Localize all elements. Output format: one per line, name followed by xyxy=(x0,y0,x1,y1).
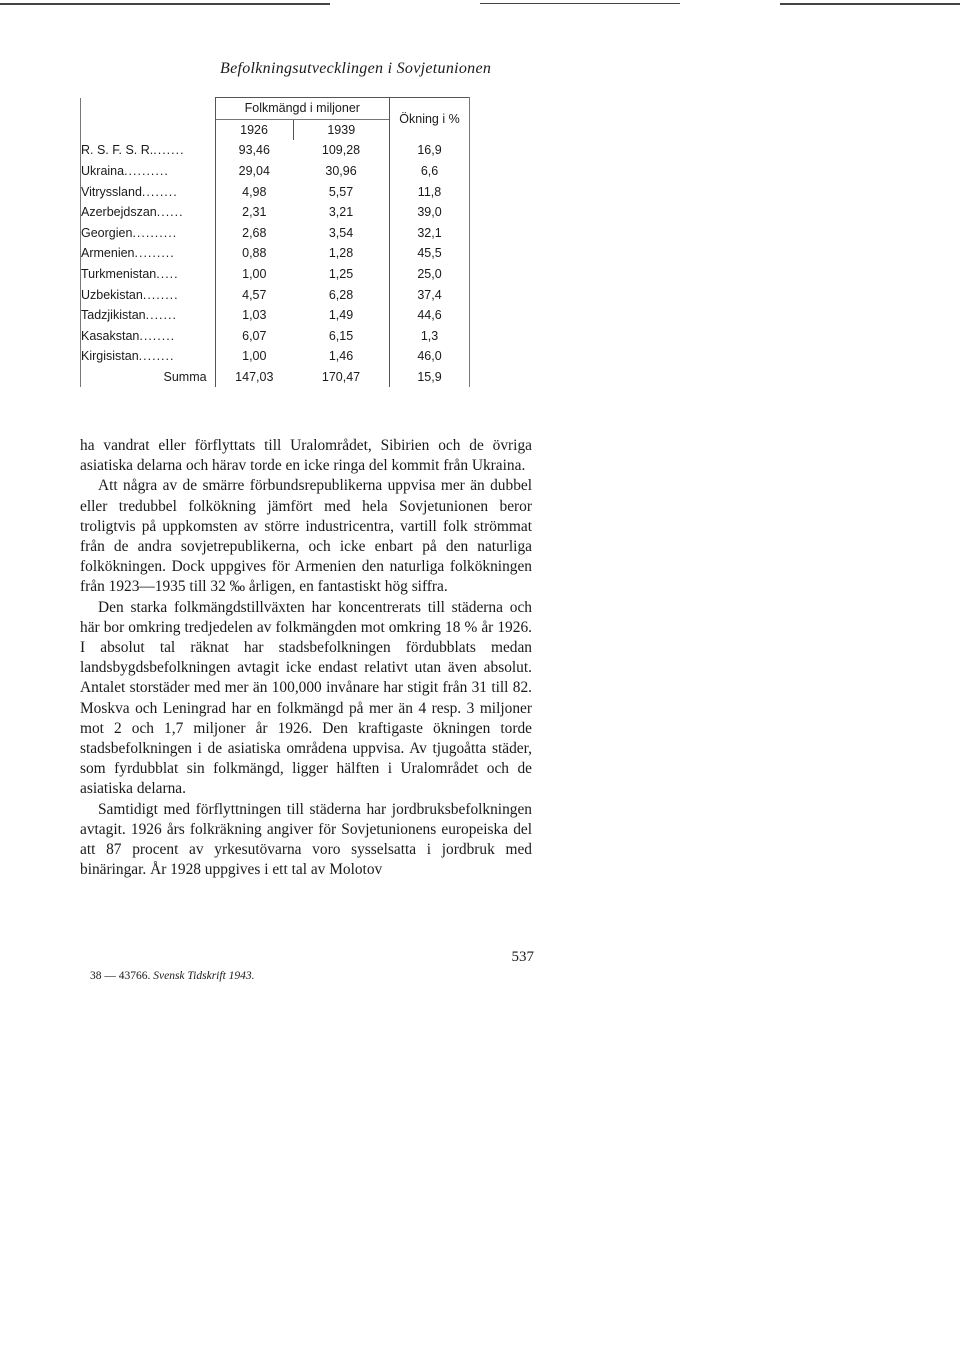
population-1939: 1,46 xyxy=(328,349,354,364)
population-1939: 3,54 xyxy=(328,225,354,240)
table-row: Georgien.......... 2,68 3,54 32,1 xyxy=(81,223,470,244)
population-table xyxy=(80,97,470,387)
change-percent: 44,6 xyxy=(390,305,470,326)
republic-name: R. S. F. S. R. xyxy=(81,143,154,158)
population-1926: 1,00 xyxy=(215,346,293,367)
table-row: Vitryssland........ 4,98 5,57 11,8 xyxy=(81,181,470,202)
republic-name: Tadzjikistan xyxy=(81,308,146,323)
change-header: Ökning i % xyxy=(390,98,470,141)
paragraph: ha vandrat eller förflyttats till Uralområdet, Sibirien och de övriga asiatiska delarna och härav torde en icke ringa del kommit från Ukraina. xyxy=(80,437,532,475)
republic-name: Kirgisistan xyxy=(81,349,139,364)
population-1939: 6,28 xyxy=(328,287,354,302)
change-percent: 46,0 xyxy=(390,346,470,367)
change-percent: 6,6 xyxy=(390,161,470,182)
population-1939: 109,28 xyxy=(321,143,361,158)
population-1926: 4,98 xyxy=(215,181,293,202)
population-1939: 5,57 xyxy=(328,184,354,199)
table-row: Ukraina.......... 29,04 30,96 6,6 xyxy=(81,161,470,182)
population-1926: 1,00 xyxy=(215,264,293,285)
summary-1926: 147,03 xyxy=(215,367,293,388)
table-row: Tadzjikistan....... 1,03 1,49 44,6 xyxy=(81,305,470,326)
republic-name: Azerbejdszan xyxy=(81,205,157,220)
republic-name: Ukraina xyxy=(81,164,125,179)
change-percent: 1,3 xyxy=(390,326,470,347)
year-header-1926: 1926 xyxy=(215,119,293,140)
change-percent: 25,0 xyxy=(390,264,470,285)
change-percent: 32,1 xyxy=(390,223,470,244)
republic-name: Georgien xyxy=(81,225,133,240)
table-row: Armenien......... 0,88 1,28 45,5 xyxy=(81,243,470,264)
change-percent: 16,9 xyxy=(390,140,470,161)
republic-name: Vitryssland xyxy=(81,184,142,199)
population-1926: 2,31 xyxy=(215,202,293,223)
page-number: 537 xyxy=(511,949,534,965)
table-row: Azerbejdszan...... 2,31 3,21 39,0 xyxy=(81,202,470,223)
scan-edge-line xyxy=(480,3,680,4)
table-header-blank xyxy=(81,98,216,120)
population-1926: 0,88 xyxy=(215,243,293,264)
republic-name: Kasakstan xyxy=(81,328,140,343)
population-1926: 29,04 xyxy=(215,161,293,182)
table-row: Turkmenistan..... 1,00 1,25 25,0 xyxy=(81,264,470,285)
population-1939: 1,28 xyxy=(328,246,354,261)
print-code: 38 — 43766. xyxy=(90,970,151,982)
body-text xyxy=(80,436,532,880)
summary-label: Summa xyxy=(81,367,216,388)
republic-name: Armenien xyxy=(81,246,135,261)
population-1926: 6,07 xyxy=(215,326,293,347)
journal-title: Svensk Tidskrift 1943. xyxy=(153,970,255,982)
summary-1939: 170,47 xyxy=(321,370,361,385)
population-1926: 1,03 xyxy=(215,305,293,326)
change-percent: 39,0 xyxy=(390,202,470,223)
republic-name: Turkmenistan xyxy=(81,267,157,282)
summary-row xyxy=(81,367,470,388)
table-row: R. S. F. S. R........ 93,46 109,28 16,9 xyxy=(81,140,470,161)
table-row: Uzbekistan........ 4,57 6,28 37,4 xyxy=(81,284,470,305)
population-1939: 1,25 xyxy=(328,267,354,282)
year-header-1939: 1939 xyxy=(293,119,390,140)
running-header: Befolkningsutvecklingen i Sovjetunionen xyxy=(220,60,492,77)
republic-name: Uzbekistan xyxy=(81,287,143,302)
paragraph: Att några av de smärre förbundsrepublikerna uppvisa mer än dubbel eller tredubbel folkökning jämfört med hela Sovjetunionen beror troligtvis på uppkomsten av större industricentra, vartill folk strömmat från de andra sovjetrepublikerna, och icke enbart på den naturliga folkökningen. Dock uppgives för Armenien den naturliga folkökningen från 1923—1935 till 32 ‰ årligen, en fantastiskt hög siffra. xyxy=(80,477,532,596)
population-group-header: Folkmängd i miljoner xyxy=(215,98,389,120)
population-1926: 4,57 xyxy=(215,284,293,305)
population-1926: 93,46 xyxy=(215,140,293,161)
population-1939: 30,96 xyxy=(325,164,357,179)
paragraph: Den starka folkmängdstillväxten har koncentrerats till städerna och här bor omkring tredjedelen av folkmängden mot omkring 18 % år 1926. I absolut tal räknat har stadsbefolkningen fördubblats medan landsbygdsbefolkningen avtagit icke endast relativt utan även absolut. Antalet storstäder med mer än 100,000 invånare har stigit från 31 till 82. Moskva och Leningrad har en folkmängd på mer än 4 resp. 3 miljoner mot 2 och 1,7 miljoner år 1926. Den kraftigaste ökningen torde stadsbefolkningen i de asiatiska områdena uppvisa. Av tjugoåtta städer, som fyrdubblat sin folkmängd, ligger hälften i Uralområdet och de asiatiska delarna. xyxy=(80,598,532,798)
change-percent: 11,8 xyxy=(390,181,470,202)
population-1939: 3,21 xyxy=(328,205,354,220)
table-row: Kirgisistan........ 1,00 1,46 46,0 xyxy=(81,346,470,367)
table-row: Kasakstan........ 6,07 6,15 1,3 xyxy=(81,326,470,347)
footer xyxy=(90,970,255,982)
population-1939: 6,15 xyxy=(328,328,354,343)
paragraph: Samtidigt med förflyttningen till städerna har jordbruksbefolkningen avtagit. 1926 års folkräkning angiver för Sovjetunionens europeiska del att 87 procent av yrkesutövarna voro sysselsatta i jordbruk med binäringar. År 1928 uppgives i ett tal av Molotov xyxy=(80,800,532,879)
population-1939: 1,49 xyxy=(328,308,354,323)
change-percent: 37,4 xyxy=(390,284,470,305)
change-percent: 45,5 xyxy=(390,243,470,264)
scan-edge-line xyxy=(0,3,330,5)
summary-change: 15,9 xyxy=(390,367,470,388)
scan-edge-line xyxy=(780,3,960,5)
population-1926: 2,68 xyxy=(215,223,293,244)
